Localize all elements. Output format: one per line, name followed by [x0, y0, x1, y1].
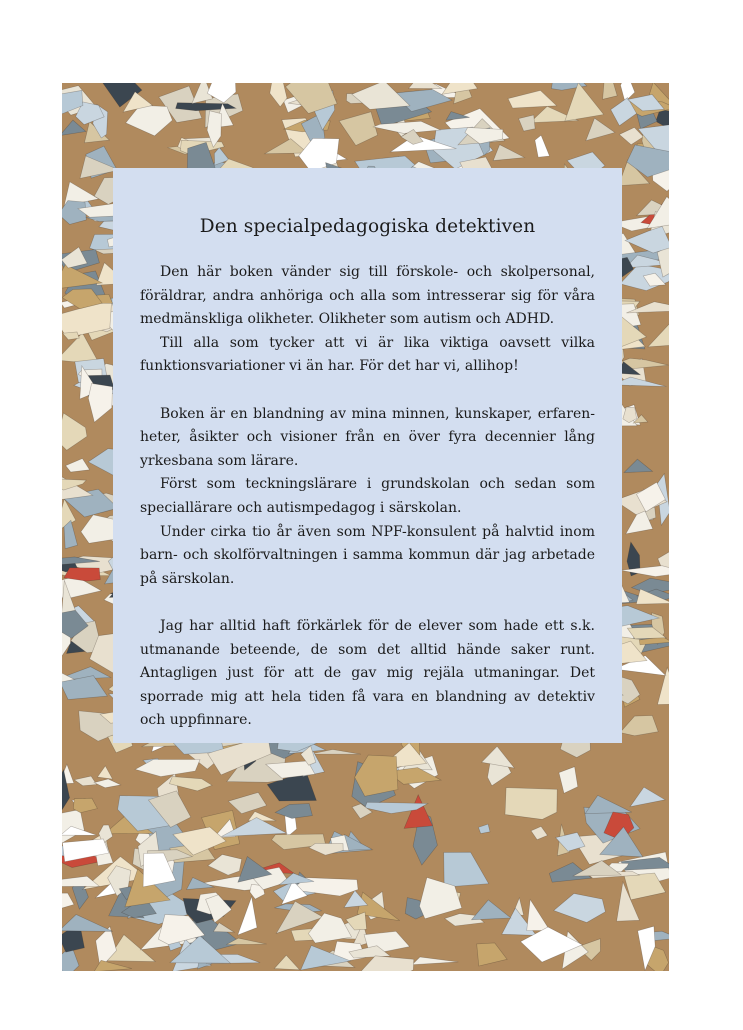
paragraph-gap — [140, 591, 595, 615]
paragraph-6: Jag har alltid haft förkärlek för de elever som hade ett s.k. utmanande beteende, de som det alltid hände saker runt. Antagligen just för att de gav mig rejäla utmaningar. Det sporrade mig att hela tiden få vara en blandning av detektiv och uppfinnare. — [140, 617, 595, 729]
paragraph-4: Först som teckningslärare i grundskolan och sedan som speciallärare och autismpedagog i särskolan. — [140, 476, 595, 516]
paper-scrap — [505, 788, 557, 820]
paragraph-gap — [140, 379, 595, 403]
page-title: Den specialpedagogiska detektiven — [199, 216, 536, 237]
text-panel — [113, 168, 622, 743]
paragraph-3: Boken är en blandning av mina minnen, kunskaper, erfarenheter, åsikter och visioner från en över fyra decennier lång yrkesbana som lärare. — [140, 405, 595, 469]
paragraph-1: Den här boken vänder sig till förskole- och skolpersonal, föräldrar, andra anhöriga och alla som intresserar sig för våra medmänskliga olikheter. Olikheter som autism och ADHD. — [140, 264, 595, 328]
paragraph-5: Under cirka tio år även som NPF-konsulent på halvtid inom barn- och skolförvaltningen i samma kommun där jag arbetade på särskolan. — [140, 523, 595, 587]
paper-scrap — [62, 201, 86, 225]
paragraph-2: Till alla som tycker att vi är lika viktiga oavsett vilka funktionsvariationer vi än har. För det har vi, allihop! — [140, 334, 595, 375]
